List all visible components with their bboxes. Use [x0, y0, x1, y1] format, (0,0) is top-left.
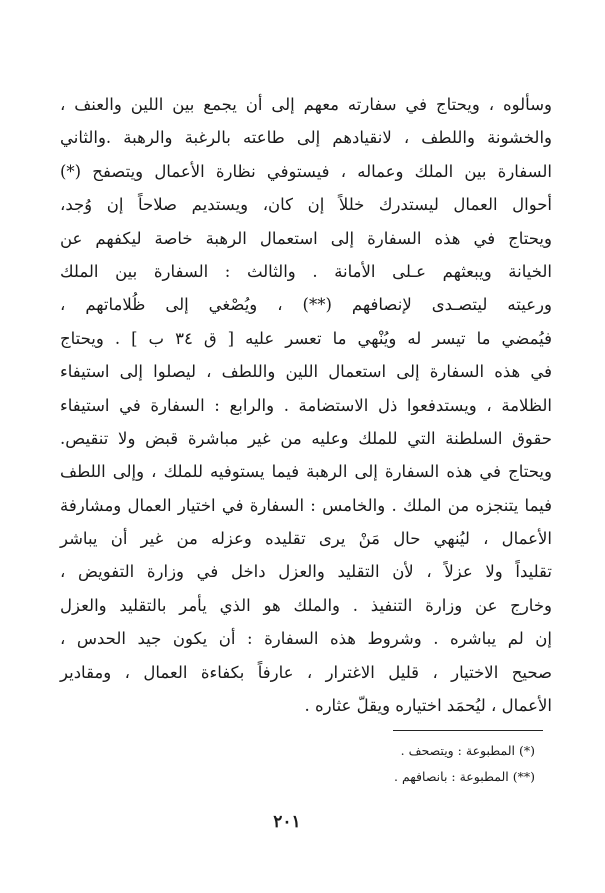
text-line: ويحتاج في هذه السفارة إلى استعمال الرهبة خاصة ليكفهم عن: [60, 228, 552, 248]
text-line: إن لم يباشره . وشروط هذه السفارة : أن يكون جيد الحدس ،: [60, 629, 552, 649]
text-line: الظلامة ، ويستدفعوا ذل الاستضامة . والرابع : السفارة في استيفاء: [60, 395, 552, 415]
text-line: فيما يتنجزه من الملك . والخامس : السفارة في اختيار العمال ومشارفة: [60, 495, 552, 515]
text-line: السفارة بين الملك وعماله ، فيستوفي نظارة الأعمال ويتصفح (*): [60, 161, 552, 181]
text-line: وخارج عن وزارة التنفيذ . والملك هو الذي يأمر بالتقليد والعزل: [60, 595, 552, 615]
text-line: وسألوه ، ويحتاج في سفارته معهم إلى أن يجمع بين اللين والعنف ،: [60, 95, 552, 114]
text-line: والخشونة واللطف ، لانقيادهم إلى طاعته بالرغبة والرهبة .والثاني: [60, 128, 552, 148]
text-line: صحيح الاختيار ، قليل الاغترار ، عارفاً بكفاءة العمال ، ومقادير: [60, 662, 552, 682]
footnote: (**) المطبوعة : بانصافهم .: [394, 769, 535, 784]
text-line: ورعيته ليتصـدى لإنصافهم (**) ، ويُصْغي إلى ظُلاماتهم ،: [60, 295, 552, 315]
text-line: أحوال العمال ليستدرك خللاً إن كان، ويستديم صلاحاً إن وُجد،: [60, 195, 552, 215]
text-line: حقوق السلطنة التي للملك وعليه من غير مباشرة قبض ولا تنقيص.: [60, 428, 552, 448]
text-line: ويحتاج في هذه السفارة إلى الرهبة فيما يستوفيه للملك ، وإلى اللطف: [60, 462, 552, 482]
main-text: [60, 88, 552, 722]
text-line: الأعمال ، ليُنهي حال مَنْ يرى تقليده وعزله من غير أن يباشر: [60, 529, 552, 549]
text-line: في هذه السفارة إلى استعمال اللين واللطف ، ليصلوا إلى استيفاء: [60, 362, 552, 382]
footnote-divider: [393, 730, 543, 731]
text-line: تقليداً ولا عزلاً ، لأن التقليد والعزل داخل في وزارة التفويض ،: [60, 562, 552, 582]
footnote: (*) المطبوعة : ويتصحف .: [400, 743, 535, 758]
page-number: ٢٠١: [273, 812, 301, 832]
text-line: فيُمضي ما تيسر له ويُنْهي ما تعسر عليه [ ق ٣٤ ب ] . ويحتاج: [60, 328, 552, 348]
footnotes: [65, 738, 535, 790]
text-line: الأعمال ، ليُحمَد اختياره ويقلّ عثاره .: [304, 696, 552, 716]
text-line: الخيانة ويبعثهم عـلى الأمانة . والثالث : السفارة بين الملك: [60, 261, 552, 281]
